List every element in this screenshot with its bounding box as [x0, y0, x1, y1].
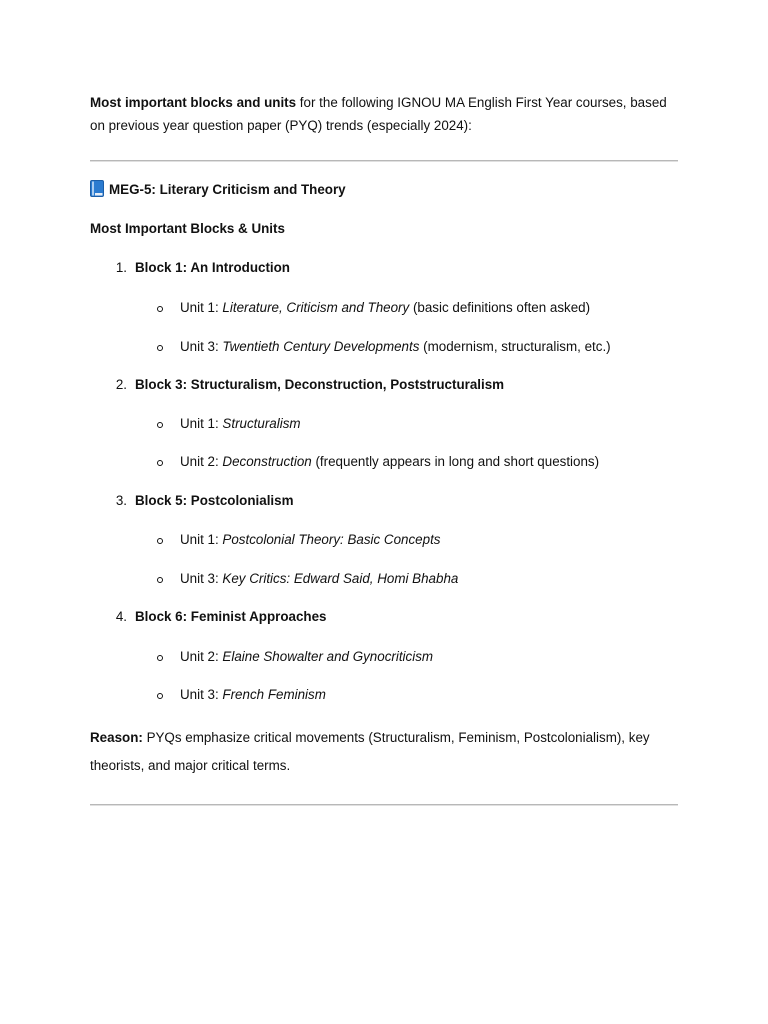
course-title: MEG-5: Literary Criticism and Theory	[109, 182, 346, 197]
reason-label: Reason:	[90, 730, 143, 745]
block-title: Block 6: Feminist Approaches	[135, 609, 327, 624]
circle-bullet-icon	[157, 685, 165, 705]
circle-bullet-icon	[157, 530, 165, 550]
circle-bullet-icon	[157, 298, 165, 318]
unit-item: Unit 2: Elaine Showalter and Gynocriticism	[180, 649, 434, 664]
list-number: 3.	[115, 493, 127, 508]
unit-item: Unit 1: Structuralism	[180, 416, 301, 431]
intro-bold: Most important blocks and units	[90, 95, 297, 110]
course-heading	[90, 180, 346, 200]
circle-bullet-icon	[157, 414, 165, 434]
reason-paragraph	[90, 724, 678, 780]
block-title: Block 1: An Introduction	[135, 260, 290, 275]
reason-text: PYQs emphasize critical movements (Structuralism, Feminism, Postcolonialism), key theorists, and major critical terms.	[90, 730, 650, 773]
divider-top	[90, 160, 678, 162]
circle-bullet-icon	[157, 452, 165, 472]
list-number: 4.	[115, 609, 127, 624]
section-heading: Most Important Blocks & Units	[90, 221, 285, 236]
block-title: Block 3: Structuralism, Deconstruction, Poststructuralism	[135, 377, 505, 392]
unit-item: Unit 3: Twentieth Century Developments (modernism, structuralism, etc.)	[180, 339, 611, 354]
list-number: 1.	[115, 260, 127, 275]
list-number: 2.	[115, 377, 127, 392]
unit-item: Unit 1: Literature, Criticism and Theory (basic definitions often asked)	[180, 300, 591, 315]
unit-item: Unit 2: Deconstruction (frequently appears in long and short questions)	[180, 454, 600, 469]
circle-bullet-icon	[157, 337, 165, 357]
circle-bullet-icon	[157, 569, 165, 589]
unit-item: Unit 3: Key Critics: Edward Said, Homi Bhabha	[180, 571, 459, 586]
circle-bullet-icon	[157, 647, 165, 667]
block-title: Block 5: Postcolonialism	[135, 493, 294, 508]
unit-item: Unit 1: Postcolonial Theory: Basic Concepts	[180, 532, 441, 547]
unit-item: Unit 3: French Feminism	[180, 687, 326, 702]
intro-paragraph	[90, 91, 680, 137]
intro-text: for the following IGNOU MA English First Year courses, based on previous year question paper (PYQ) trends (especially 2024):	[90, 95, 667, 133]
blue-book-icon	[90, 180, 104, 197]
divider-bottom	[90, 804, 678, 806]
